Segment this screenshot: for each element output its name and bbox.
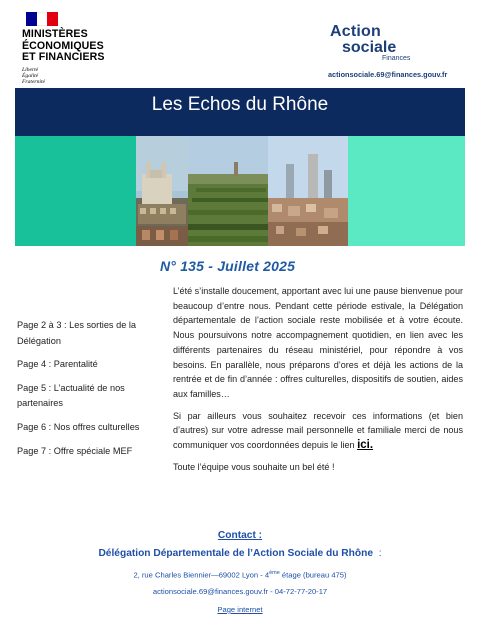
- header-email-link[interactable]: actionsociale.69@finances.gouv.fr: [328, 70, 448, 79]
- image-strip: [15, 136, 465, 246]
- ministeres-logo: [22, 12, 142, 85]
- page-internet-link[interactable]: Page internet: [217, 605, 263, 614]
- motto-fraternite: Fraternité: [22, 78, 45, 85]
- organisation-name: Délégation Départementale de l’Action Sociale du Rhône: [98, 548, 374, 559]
- cyan-panel: [348, 136, 465, 246]
- motto: [22, 67, 142, 86]
- motto-egalite: Égalité: [22, 72, 39, 79]
- organisation-colon: :: [378, 548, 382, 559]
- ministeres-title-line3: ET FINANCIERS: [22, 51, 105, 63]
- action-sociale-line3: Finances: [382, 55, 411, 62]
- contact-email-phone[interactable]: actionsociale.69@finances.gouv.fr - 04-72-77-20-17: [152, 587, 328, 596]
- marianne-flag-icon: [26, 12, 58, 26]
- city-photo: [268, 136, 348, 246]
- ministeres-title-line2: ÉCONOMIQUES: [22, 39, 104, 52]
- basilica-photo: [136, 136, 188, 246]
- editorial: [173, 284, 463, 481]
- action-sociale-logo: [330, 24, 450, 62]
- toc-item: Page 2 à 3 : Les sorties de la Délégation: [17, 320, 137, 346]
- toc-item: Page 6 : Nos offres culturelles: [17, 421, 140, 432]
- toc-item: Page 7 : Offre spéciale MEF: [17, 445, 133, 456]
- ministeres-title-line1: MINISTÈRES: [22, 28, 88, 40]
- table-of-contents: [17, 318, 157, 467]
- editorial-paragraph-3: Toute l’équipe vous souhaite un bel été !: [173, 461, 335, 472]
- toc-item: Page 5 : L’actualité de nos partenaires: [17, 382, 125, 409]
- postal-address: [0, 570, 480, 580]
- address-floor-suffix: ème: [269, 570, 280, 576]
- address-start: 2, rue Charles Biennier—69002 Lyon - 4: [133, 570, 270, 580]
- motto-liberte: Liberté: [22, 66, 39, 73]
- address-end: étage (bureau 475): [279, 570, 347, 580]
- editorial-paragraph-2-text: Si par ailleurs vous souhaitez recevoir ces informations (et bien d’autres) sur votre adresse mail personnelle et familiale merci de nous communiquer vos coordonnées depuis le lien: [173, 410, 463, 451]
- contact-heading: Contact :: [217, 530, 263, 541]
- ici-link[interactable]: ici.: [357, 439, 374, 452]
- lyon-photo-collage: [136, 136, 348, 246]
- toc-item: Page 4 : Parentalité: [17, 359, 98, 370]
- editorial-paragraph-1: L’été s’installe doucement, apportant avec lui une pause bienvenue pour beaucoup d’entre nous. Pendant cette période estivale, la Délégation départementale de l’action sociale reste mobilisée et à votre écoute. Nous poursuivons notre accompagnement quotidien, en lien avec les différents partenaires du réseau ministériel, pour répondre à vos besoins. En parallèle, nous préparons d’ores et déjà les actions de la rentrée et de fin d’année : offres culturelles, dispositifs de soutien, aides aux familles…: [173, 286, 463, 399]
- newsletter-title: Les Echos du Rhône: [151, 94, 329, 115]
- action-sociale-line2: sociale: [342, 39, 397, 56]
- vineyard-photo: [188, 136, 268, 246]
- green-panel: [15, 136, 136, 246]
- organisation-line: [0, 548, 480, 559]
- action-sociale-line1: Action: [330, 23, 381, 40]
- editorial-paragraph-2: [173, 409, 463, 453]
- issue-title: N° 135 - Juillet 2025: [160, 258, 296, 274]
